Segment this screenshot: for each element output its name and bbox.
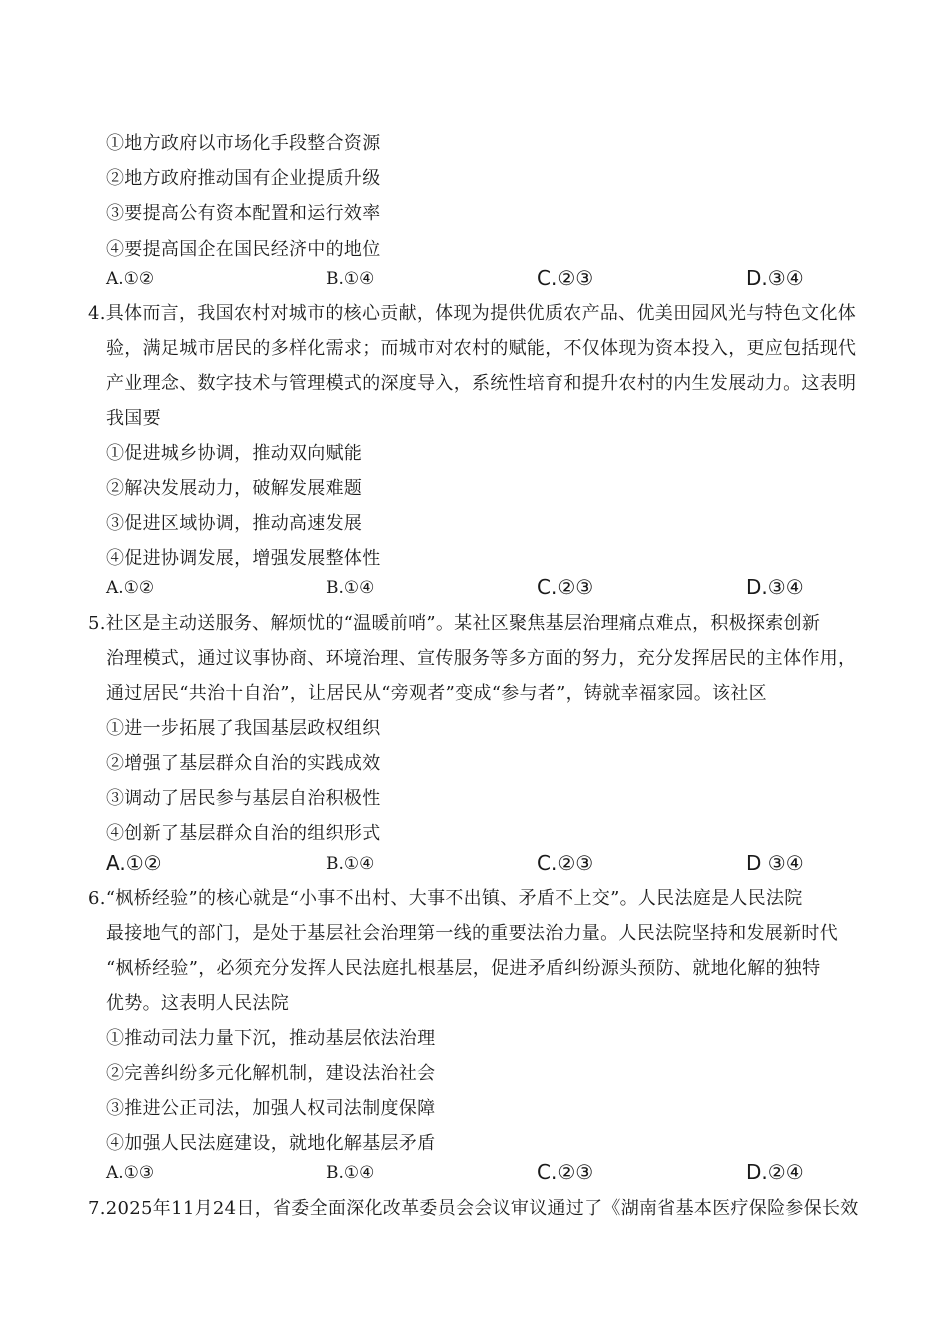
q7-stem-line-1: 7.2025年11月24日，省委全面深化改革委员会会议审议通过了《湖南省基本医疗保险参保长效: [88, 1198, 859, 1219]
q3-item-3: ③要提高公有资本配置和运行效率: [106, 203, 381, 224]
q6-stem-line-3: “枫桥经验”，必须充分发挥人民法庭扎根基层，促进矛盾纠纷源头预防、就地化解的独特: [106, 958, 821, 979]
q4-item-2: ②解决发展动力，破解发展难题: [106, 478, 363, 499]
q4-option-d: D.③④: [746, 575, 804, 599]
q4-option-a: A.①②: [106, 578, 155, 598]
q6-option-d: D.②④: [746, 1160, 804, 1184]
q5-item-4: ④创新了基层群众自治的组织形式: [106, 823, 381, 844]
q4-item-3: ③促进区域协调，推动高速发展: [106, 513, 363, 534]
q6-option-c: C.②③: [537, 1160, 594, 1184]
q3-option-c: C.②③: [537, 266, 594, 290]
q3-item-1: ①地方政府以市场化手段整合资源: [106, 133, 381, 154]
q5-option-b: B.①④: [326, 854, 375, 874]
q6-item-4: ④加强人民法庭建设，就地化解基层矛盾: [106, 1133, 436, 1154]
q6-item-1: ①推动司法力量下沉，推动基层依法治理: [106, 1028, 436, 1049]
q5-option-c: C.②③: [537, 851, 594, 875]
q5-stem-line-1: 5.社区是主动送服务、解烦忧的“温暖前哨”。某社区聚焦基层治理痛点难点，积极探索创新: [88, 613, 821, 634]
q4-option-c: C.②③: [537, 575, 594, 599]
q5-item-3: ③调动了居民参与基层自治积极性: [106, 788, 381, 809]
q6-option-b: B.①④: [326, 1163, 375, 1183]
q4-option-b: B.①④: [326, 578, 375, 598]
q5-item-1: ①进一步拓展了我国基层政权组织: [106, 718, 381, 739]
q6-stem-line-4: 优势。这表明人民法院: [106, 993, 289, 1014]
q6-item-2: ②完善纠纷多元化解机制，建设法治社会: [106, 1063, 436, 1084]
q5-option-d: D ③④: [746, 851, 804, 875]
q4-item-1: ①促进城乡协调，推动双向赋能: [106, 443, 363, 464]
q6-option-a: A.①③: [106, 1163, 155, 1183]
q4-stem-line-4: 我国要: [106, 408, 161, 429]
q4-stem-line-2: 验，满足城市居民的多样化需求；而城市对农村的赋能，不仅体现为资本投入，更应包括现代: [106, 338, 857, 359]
q3-item-2: ②地方政府推动国有企业提质升级: [106, 168, 381, 189]
q3-option-d: D.③④: [746, 266, 804, 290]
q3-item-4: ④要提高国企在国民经济中的地位: [106, 239, 381, 260]
q4-stem-line-3: 产业理念、数字技术与管理模式的深度导入，系统性培育和提升农村的内生发展动力。这表明: [106, 373, 857, 394]
q5-stem-line-2: 治理模式，通过议事协商、环境治理、宣传服务等多方面的努力，充分发挥居民的主体作用，: [106, 648, 857, 669]
q4-item-4: ④促进协调发展，增强发展整体性: [106, 548, 381, 569]
q6-stem-line-2: 最接地气的部门，是处于基层社会治理第一线的重要法治力量。人民法院坚持和发展新时代: [106, 923, 838, 944]
q3-option-b: B.①④: [326, 269, 375, 289]
q6-item-3: ③推进公正司法，加强人权司法制度保障: [106, 1098, 436, 1119]
q3-option-a: A.①②: [106, 269, 155, 289]
q5-stem-line-3: 通过居民“共治十自治”，让居民从“旁观者”变成“参与者”，铸就幸福家园。该社区: [106, 683, 767, 704]
q6-stem-line-1: 6.“枫桥经验”的核心就是“小事不出村、大事不出镇、矛盾不上交”。人民法庭是人民法院: [88, 888, 803, 909]
q5-option-a: A.①②: [106, 851, 162, 875]
q4-stem-line-1: 4.具体而言，我国农村对城市的核心贡献，体现为提供优质农产品、优美田园风光与特色文化体: [88, 303, 857, 324]
q5-item-2: ②增强了基层群众自治的实践成效: [106, 753, 381, 774]
